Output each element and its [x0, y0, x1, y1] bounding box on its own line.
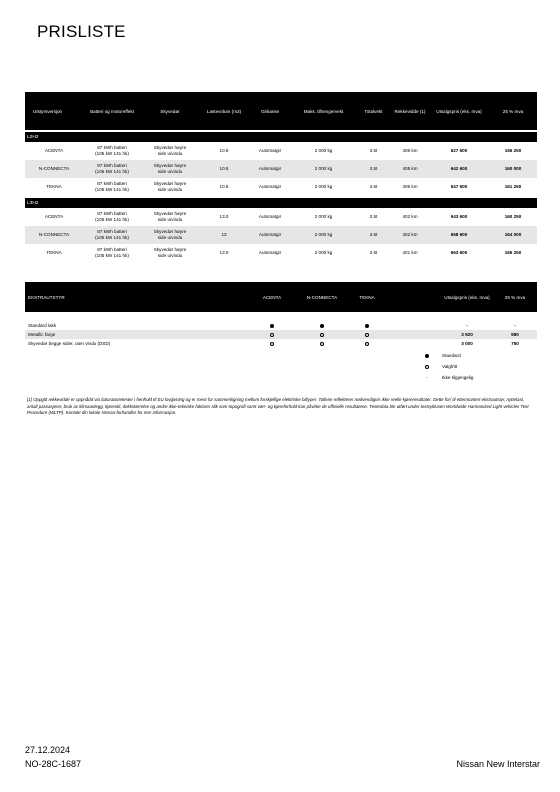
cell-range: 401 km — [402, 249, 418, 255]
cell-battery-line-1: 87 kWh batteri — [97, 144, 127, 150]
filled-circle-icon — [320, 324, 324, 328]
col-header-towing: Maks. tilhengervekt — [291, 92, 356, 130]
cell-total-weight: 3.5t — [356, 226, 391, 244]
group-label: L3H2 — [25, 198, 537, 208]
col-header-acenta: ACENTA — [253, 282, 291, 312]
filled-circle-icon — [365, 324, 369, 328]
cell-price: 642 600 — [429, 160, 489, 178]
cell-volume: 10.8 — [219, 147, 229, 153]
cell-battery — [83, 208, 141, 226]
cell-volume: 10.8 — [199, 160, 249, 178]
col-header-version: Utstyrsversjon — [25, 92, 83, 130]
legend-label: Standard — [442, 353, 461, 358]
extras-acenta-cell — [253, 330, 291, 339]
cell-door — [141, 226, 199, 244]
legend-item-unavailable — [420, 372, 500, 383]
legend-item-standard — [420, 350, 500, 361]
extras-tekna-cell — [353, 330, 381, 339]
cell-battery — [83, 226, 141, 244]
cell-towing: 2 000 kg — [314, 249, 333, 255]
cell-range: 402 km — [391, 226, 429, 244]
dash-icon: - — [426, 375, 428, 380]
cell-range: 406 km — [402, 147, 418, 153]
extras-table-header — [25, 282, 537, 312]
extras-vat: - — [514, 323, 516, 328]
table-row — [25, 244, 537, 262]
cell-volume: 13.0 — [219, 213, 229, 219]
col-header-range: Rekkevidde (1) — [391, 92, 429, 130]
cell-battery-line-1: 87 kWh batteri — [97, 162, 127, 168]
group-row-l3h2 — [25, 198, 537, 208]
extras-n-connecta-cell — [291, 321, 353, 330]
cell-range: 402 km — [402, 213, 418, 219]
legend-item-optional — [420, 361, 500, 372]
cell-door-line-1: Skyvedør høyre — [153, 246, 187, 252]
cell-version: N-CONNECTA — [25, 226, 83, 244]
col-header-n-connecta: N-CONNECTA — [291, 282, 353, 312]
cell-door-line-2: side u/vindu — [157, 253, 183, 258]
col-header-extras: EKSTRAUTSTYR — [25, 282, 253, 312]
cell-volume: 13 — [199, 226, 249, 244]
hollow-circle-icon — [270, 342, 274, 346]
legend — [420, 350, 500, 383]
cell-gearbox: Automatgir — [258, 183, 282, 189]
col-header-price: Utsalgspris (eks. mva) — [429, 92, 489, 130]
table-row — [25, 208, 537, 226]
cell-door-line-2: side u/vindu — [157, 187, 183, 192]
cell-vat: 161 250 — [504, 183, 522, 189]
extras-name: Skyvedør begge sider, uten vindu (DSD) — [28, 341, 111, 346]
cell-vat: 160 250 — [504, 213, 522, 219]
cell-total-weight: 3.5t — [356, 160, 391, 178]
footer-model-name: Nissan New Interstar — [456, 759, 540, 769]
cell-price: 663 600 — [450, 249, 468, 255]
cell-vat: 164 000 — [489, 226, 537, 244]
cell-gearbox: Automatgir — [258, 249, 282, 255]
cell-battery — [83, 142, 141, 160]
legend-label: Ikke tilgjengelig — [442, 375, 474, 380]
cell-battery — [83, 244, 141, 262]
cell-door-line-2: side u/vindu — [157, 217, 183, 222]
cell-gearbox: Automatgir — [258, 213, 282, 219]
cell-total-weight: 3.5t — [369, 147, 378, 153]
cell-vat: 160 000 — [489, 160, 537, 178]
hollow-circle-icon — [365, 342, 369, 346]
cell-version: N-CONNECTA — [25, 160, 83, 178]
cell-door-line-1: Skyvedør høyre — [153, 144, 187, 150]
extras-tekna-cell — [353, 321, 381, 330]
cell-total-weight: 3.5t — [369, 183, 378, 189]
cell-price: 643 600 — [450, 213, 468, 219]
cell-door-line-1: Skyvedør høyre — [153, 180, 187, 186]
cell-total-weight: 3.5t — [369, 249, 378, 255]
group-row-l2h2 — [25, 132, 537, 142]
cell-towing: 2 000 kg — [291, 226, 356, 244]
extras-name: Standard lakk — [28, 323, 57, 328]
col-header-gearbox: Girkasse — [249, 92, 291, 130]
price-table-header — [25, 92, 537, 130]
footer-date: 27.12.2024 — [25, 745, 71, 755]
filled-circle-icon — [425, 354, 429, 358]
col-header-extras-vat: 25 % mva — [493, 282, 537, 312]
hollow-circle-icon — [320, 342, 324, 346]
cell-towing: 2 000 kg — [314, 147, 333, 153]
filled-circle-icon — [270, 324, 274, 328]
cell-gearbox: Automatgir — [249, 226, 291, 244]
hollow-circle-icon — [365, 333, 369, 337]
extras-acenta-cell — [253, 339, 291, 348]
cell-door-line-2: side u/vindu — [157, 151, 183, 156]
extras-row — [25, 330, 537, 339]
hollow-circle-icon — [270, 333, 274, 337]
table-row — [25, 226, 537, 244]
cell-door-line-1: Skyvedør høyre — [153, 228, 187, 234]
cell-version: TEKNA — [46, 249, 62, 255]
group-label: L2H2 — [25, 132, 537, 142]
cell-towing: 2 000 kg — [314, 183, 333, 189]
cell-battery-line-2: (105 kW 141 hk) — [95, 151, 129, 156]
col-header-door: Skyvedør — [141, 92, 199, 130]
col-header-extras-price: Utsalgspris (eks. mva) — [441, 282, 493, 312]
footer-document-code: NO-28C-1687 — [25, 759, 82, 769]
cell-battery-line-1: 87 kWh batteri — [97, 180, 127, 186]
legend-label: Valgfritt — [442, 364, 458, 369]
extras-tekna-cell — [353, 339, 381, 348]
cell-door-line-2: side u/vindu — [157, 169, 183, 174]
cell-battery-line-1: 87 kWh batteri — [97, 210, 127, 216]
cell-range: 405 km — [391, 160, 429, 178]
cell-door — [141, 160, 199, 178]
cell-version: ACENTA — [44, 213, 64, 219]
extras-vat: 750 — [511, 341, 519, 346]
col-header-spacer — [381, 282, 441, 312]
cell-battery-line-2: (105 kW 141 hk) — [95, 187, 129, 192]
hollow-circle-icon — [425, 365, 429, 369]
extras-table — [25, 282, 537, 348]
cell-version: ACENTA — [44, 147, 64, 153]
col-header-volume: Lastevolum (m3) — [199, 92, 249, 130]
table-row — [25, 178, 537, 196]
col-header-vat: 25 % mva — [489, 92, 537, 130]
cell-door — [141, 178, 199, 196]
extras-price: 3 920 — [441, 330, 493, 339]
cell-price: 647 600 — [450, 183, 468, 189]
col-header-battery: Batteri og motoreffekt — [83, 92, 141, 130]
cell-door-line-1: Skyvedør høyre — [153, 162, 187, 168]
cell-towing: 2 000 kg — [314, 213, 333, 219]
cell-battery-line-2: (105 kW 141 hk) — [95, 235, 129, 240]
cell-volume: 13.0 — [219, 249, 229, 255]
extras-n-connecta-cell — [291, 330, 353, 339]
cell-total-weight: 3.5t — [369, 213, 378, 219]
cell-door — [141, 208, 199, 226]
extras-acenta-cell — [253, 321, 291, 330]
cell-battery — [83, 160, 141, 178]
col-header-tekna: TEKNA — [353, 282, 381, 312]
cell-vat: 165 250 — [504, 249, 522, 255]
cell-version: TEKNA — [46, 183, 62, 189]
cell-battery-line-1: 87 kWh batteri — [97, 228, 127, 234]
table-row — [25, 160, 537, 178]
cell-volume: 10.8 — [219, 183, 229, 189]
cell-door — [141, 244, 199, 262]
cell-range: 405 km — [402, 183, 418, 189]
extras-row — [25, 321, 537, 330]
col-header-total-weight: Totalvekt — [356, 92, 391, 130]
footnote: [1] Oppgitt rekkevidde er oppnådd via laboratorietester i henhold til EU lovgivning og er ment for sammenligning mellom forskjellige elektriske biltyper. Tallene reflekterer nødvendigvis ikke reelle kjøreresultater. Dette for/ til ettermontert ekstrautstyr, nyttelast, antall passasjerer, bruk av klimaanlegg, kjørestil, dekkstørrelse og andre ikke-tekniske faktorer slik som topografi samt vær- og kjøreforhold kan påvirke de offisielle resultatene. Testedata ble utført under testsyklusen Worldwide Harmonized Light vehicles Test Procedure (WLTP). Kontakt din lokale Nissan-forhandler for mer informasjon. — [27, 397, 529, 416]
table-row — [25, 142, 537, 160]
page-title: PRISLISTE — [37, 22, 126, 41]
extras-price: - — [466, 323, 468, 328]
cell-battery-line-2: (105 kW 141 hk) — [95, 169, 129, 174]
extras-vat: 980 — [493, 330, 537, 339]
cell-door-line-1: Skyvedør høyre — [153, 210, 187, 216]
cell-vat: 156 250 — [504, 147, 522, 153]
cell-battery — [83, 178, 141, 196]
cell-battery-line-2: (105 kW 141 hk) — [95, 217, 129, 222]
cell-price: 627 600 — [450, 147, 468, 153]
cell-gearbox: Automatgir — [258, 147, 282, 153]
cell-gearbox: Automatgir — [249, 160, 291, 178]
cell-price: 658 600 — [429, 226, 489, 244]
extras-name: Metallic farge — [25, 330, 253, 339]
extras-price: 3 000 — [461, 341, 473, 346]
cell-towing: 2 000 kg — [291, 160, 356, 178]
cell-door — [141, 142, 199, 160]
cell-battery-line-2: (105 kW 141 hk) — [95, 253, 129, 258]
hollow-circle-icon — [320, 333, 324, 337]
cell-door-line-2: side u/vindu — [157, 235, 183, 240]
extras-n-connecta-cell — [291, 339, 353, 348]
price-table — [25, 92, 537, 262]
cell-battery-line-1: 87 kWh batteri — [97, 246, 127, 252]
extras-row — [25, 339, 537, 348]
